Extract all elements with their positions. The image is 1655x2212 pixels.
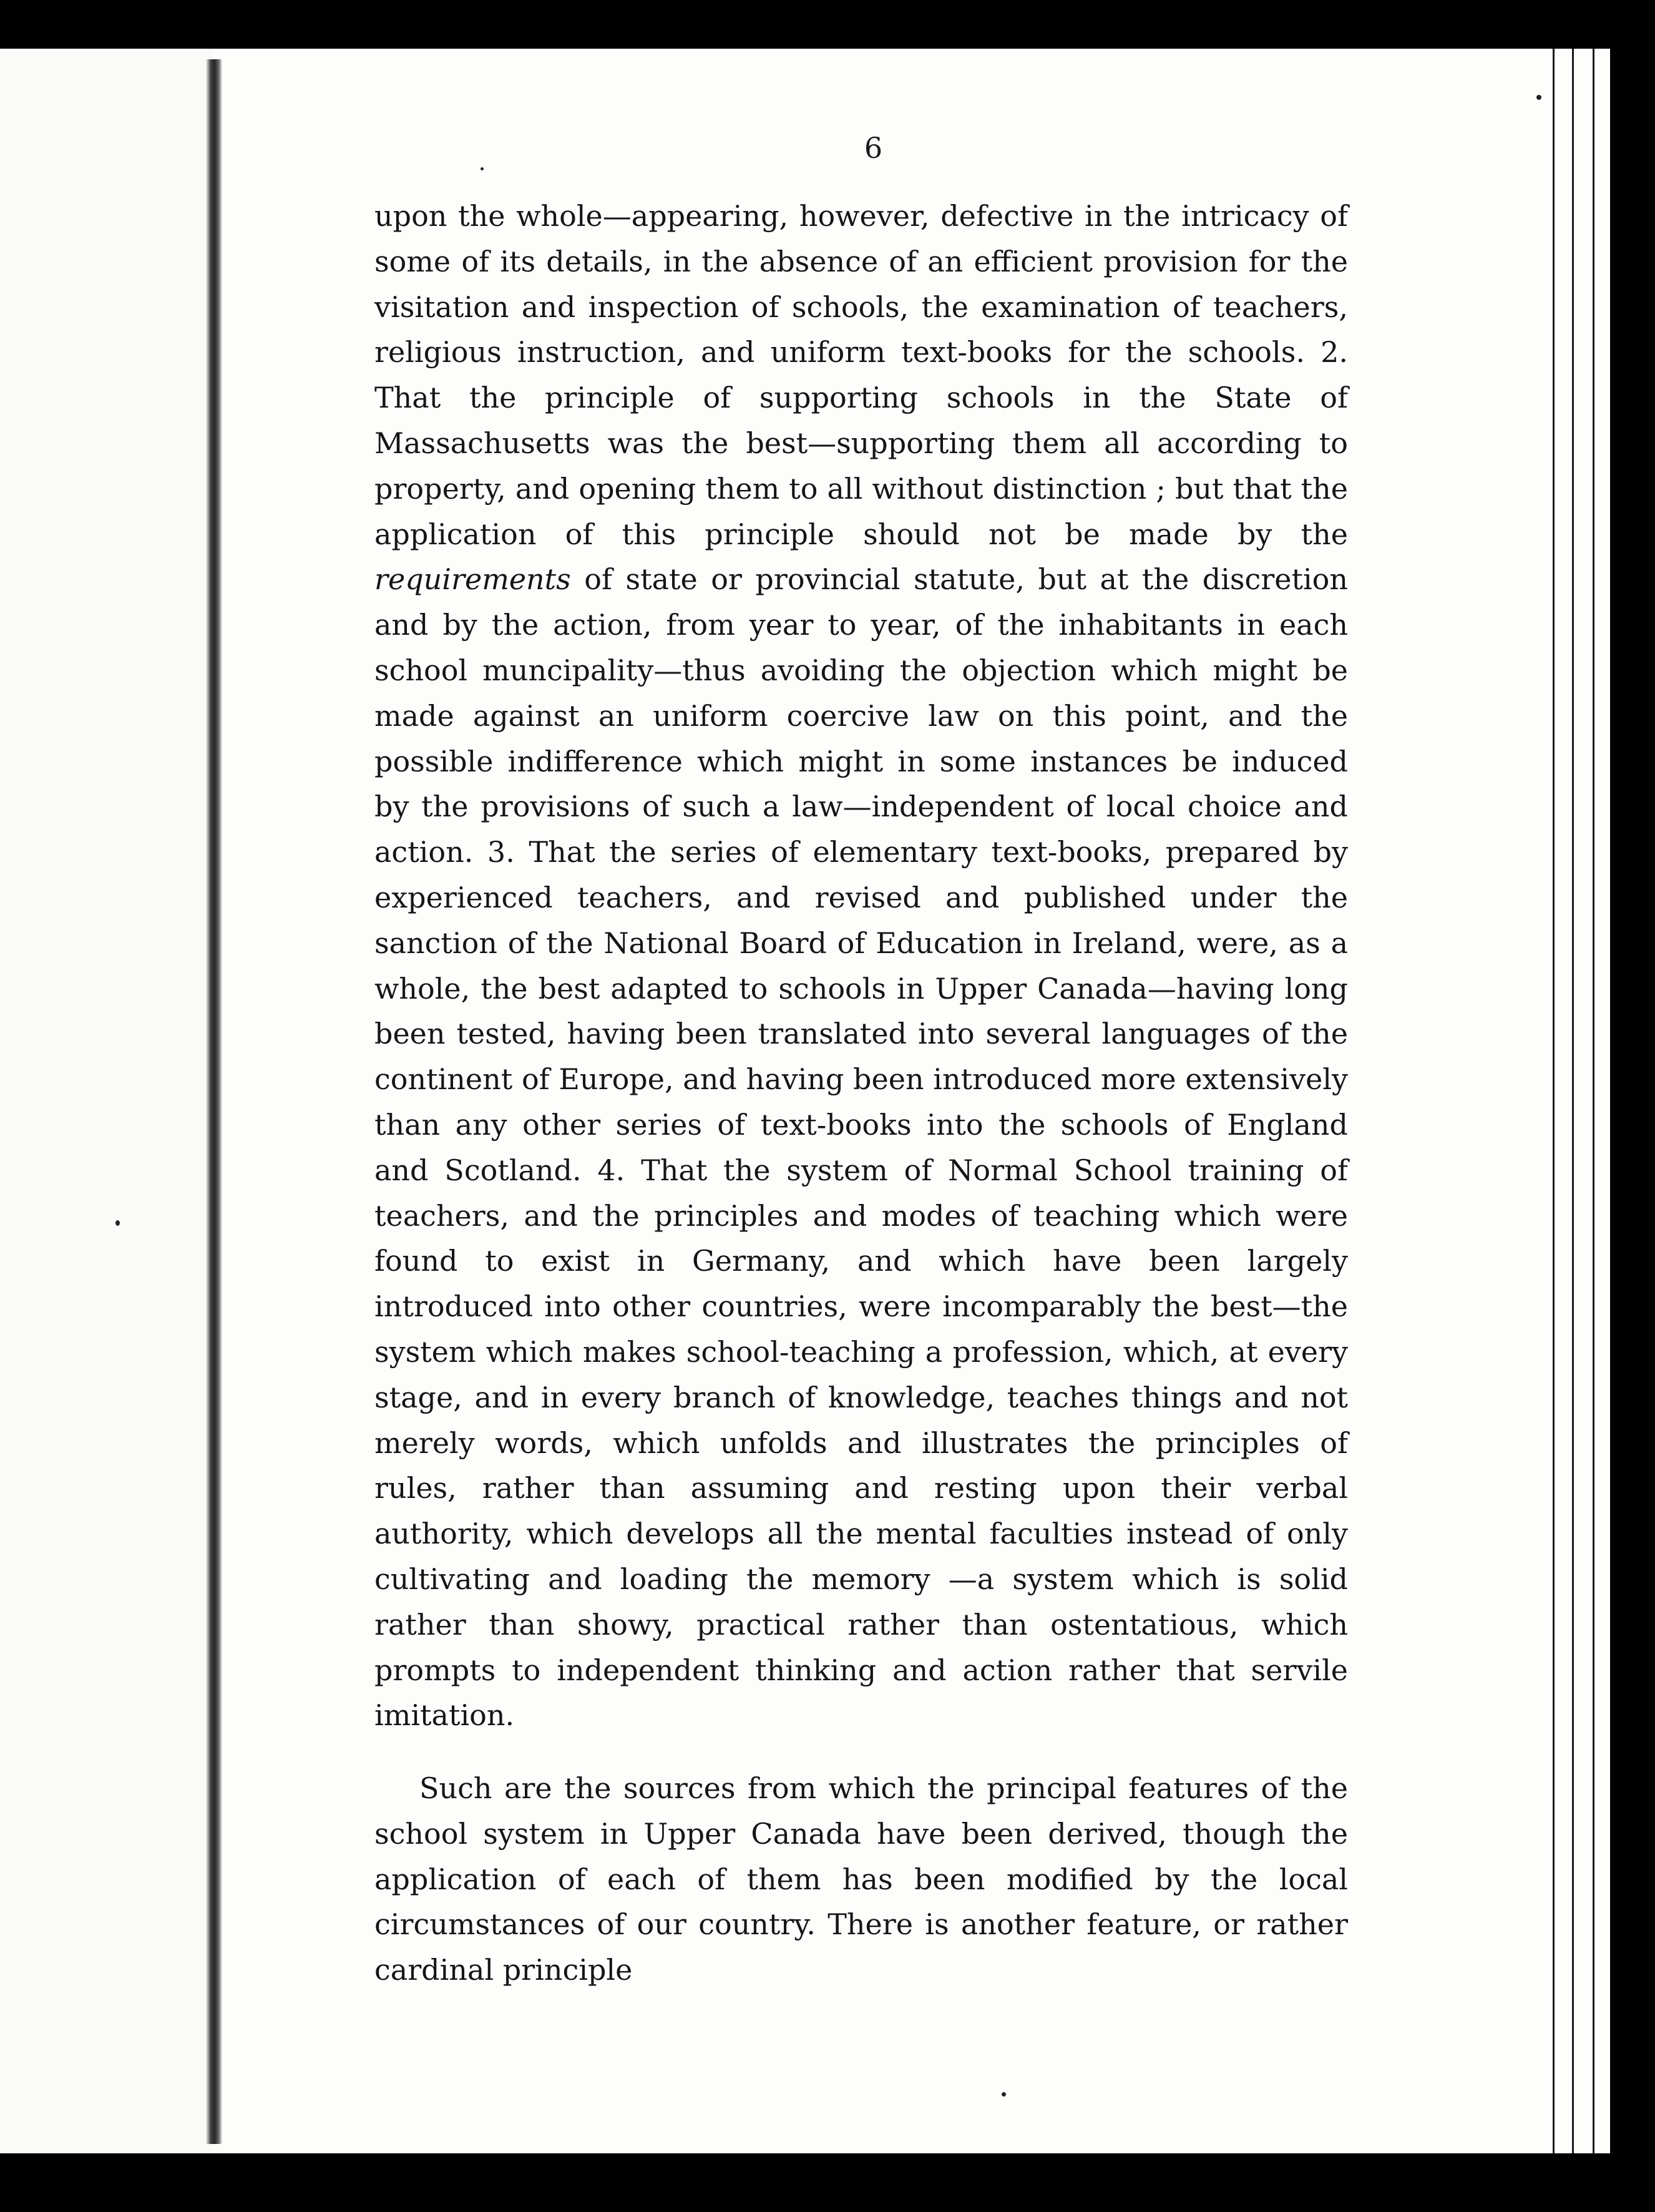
scan-speck (115, 1220, 120, 1226)
page-edge (1593, 49, 1610, 2153)
page-edge (1553, 49, 1572, 2153)
scan-speck (1002, 2092, 1006, 2097)
page-number: 6 (864, 131, 884, 165)
scan-speck (1536, 95, 1541, 100)
paragraph-1-text-a: upon the whole—appearing, however, defective in the intricacy of some of its details, in the absence of an efficient provision for the visitation and inspection of schools, the examination of teachers, religious instruction, and uniform text-books for the schools. 2. That the principle of supporting schools in the State of Massachusetts was the best—supporting them all according to property, and opening them to all without distinction ; but that the application of this principle should not be made by the (374, 199, 1348, 551)
scan-speck (481, 167, 484, 170)
body-text (374, 193, 1348, 1993)
paragraph-2 (374, 1766, 1348, 1993)
paragraph-1 (374, 193, 1348, 1738)
facing-page-margin (0, 49, 212, 2153)
paragraph-2-text: Such are the sources from which the principal features of the school system in Upper Canada have been derived, though the application of each of them has been modified by the local circumstances of our country. There is another feature, or rather cardinal principle (374, 1771, 1348, 1987)
emphasized-word: requirements (374, 562, 571, 597)
page-edge (1572, 49, 1593, 2153)
book-binding-edge (206, 59, 222, 2144)
paragraph-1-text-b: of state or provincial statute, but at the discretion and by the action, from year to year, of the inhabitants in each school muncipality—thus avoiding the objection which might be made against an uniform coercive law on this point, and the possible indifference which might in some instances be induced by the provisions of such a law—independent of local choice and action. 3. That the series of elementary text-books, prepared by experienced teachers, and revised and published under the sanction of the National Board of Education in Ireland, were, as a whole, the best adapted to schools in Upper Canada—having long been tested, having been translated into several languages of the continent of Europe, and having been introduced more extensively than any other series of text-books into the schools of England and Scotland. 4. That the system of Normal School training of teachers, and the principles and modes of teaching which were found to exist in Germany, and which have been largely introduced into other countries, were incomparably the best—the system which makes school-teaching a profession, which, at every stage, and in every branch of knowledge, teaches things and not merely words, which unfolds and illustrates the principles of rules, rather than assuming and resting upon their verbal authority, which develops all the mental faculties instead of only cultivating and loading the memory —a system which is solid rather than showy, practical rather than ostentatious, which prompts to independent thinking and action rather that servile imitation. (374, 562, 1348, 1733)
